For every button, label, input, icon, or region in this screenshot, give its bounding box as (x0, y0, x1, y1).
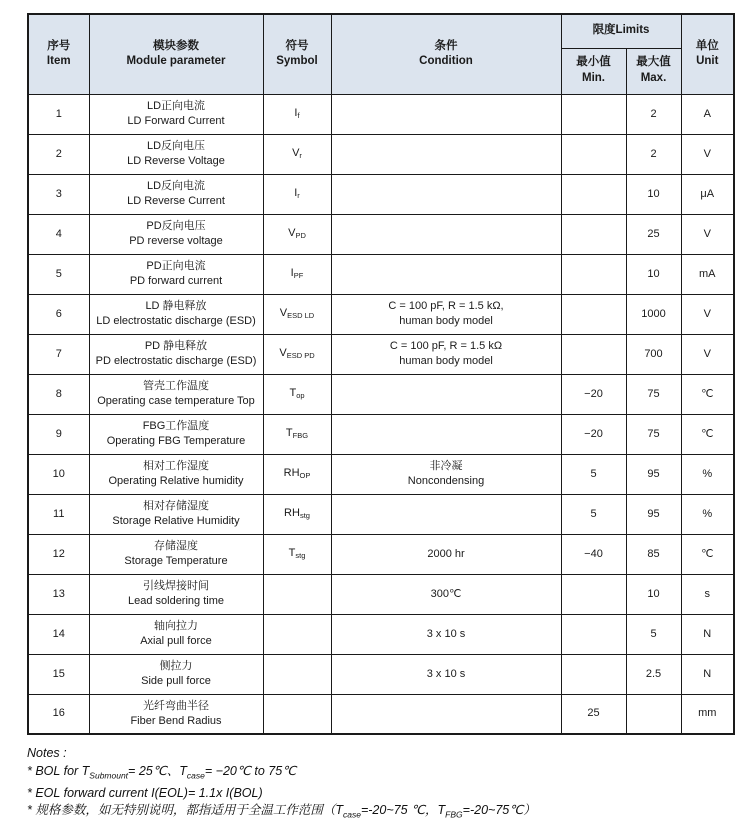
cell-max-value: 85 (626, 534, 681, 574)
parameter-name-en: Side pull force (92, 674, 261, 689)
cell-symbol (263, 174, 331, 214)
symbol-base: T (286, 427, 293, 439)
parameter-name-en: Operating FBG Temperature (92, 434, 261, 449)
cell-condition (331, 694, 561, 734)
cell-min-value (561, 294, 626, 334)
cell-max-value: 75 (626, 414, 681, 454)
note-line: * BOL for $T_{Submount}=$ 25℃、$T_{case}=$ −20℃ to 75℃ (27, 763, 733, 785)
cell-min-value (561, 334, 626, 374)
header-symbol-en: Symbol (266, 54, 329, 70)
cell-module-parameter (89, 414, 263, 454)
cell-max-value: 95 (626, 494, 681, 534)
symbol-subscript: ESD PD (287, 351, 315, 360)
cell-unit: V (681, 334, 734, 374)
cell-max-value: 1000 (626, 294, 681, 334)
header-condition-zh: 条件 (334, 39, 559, 55)
cell-item-number: 4 (28, 214, 89, 254)
header-module-parameter (89, 14, 263, 94)
symbol-base: T (289, 547, 296, 559)
table-row (28, 454, 734, 494)
table-row (28, 254, 734, 294)
cell-unit: N (681, 614, 734, 654)
cell-module-parameter (89, 254, 263, 294)
table-row (28, 94, 734, 134)
symbol-base: V (288, 227, 295, 239)
header-condition (331, 14, 561, 94)
cell-max-value: 10 (626, 574, 681, 614)
header-min-en: Min. (564, 71, 624, 87)
cell-max-value: 700 (626, 334, 681, 374)
condition-line: 2000 hr (334, 547, 559, 562)
parameter-name-zh: 轴向拉力 (92, 619, 261, 634)
notes-title: Notes : (27, 745, 733, 763)
symbol-subscript: stg (295, 551, 305, 560)
parameter-name-zh: PD正向电流 (92, 259, 261, 274)
cell-module-parameter (89, 654, 263, 694)
cell-condition (331, 294, 561, 334)
condition-line: human body model (334, 354, 559, 369)
cell-module-parameter (89, 334, 263, 374)
parameter-name-zh: LD反向电流 (92, 179, 261, 194)
header-symbol (263, 14, 331, 94)
cell-max-value: 5 (626, 614, 681, 654)
note-line: * EOL forward current I(EOL)= 1.1x I(BOL) (27, 785, 733, 803)
cell-min-value: 5 (561, 454, 626, 494)
cell-symbol (263, 574, 331, 614)
header-min (561, 48, 626, 94)
header-unit-zh: 单位 (684, 39, 732, 55)
parameter-name-zh: FBG工作温度 (92, 419, 261, 434)
condition-line: 3 x 10 s (334, 627, 559, 642)
cell-unit: ℃ (681, 534, 734, 574)
cell-item-number: 9 (28, 414, 89, 454)
parameter-name-en: LD Reverse Current (92, 194, 261, 209)
cell-min-value: 25 (561, 694, 626, 734)
header-unit (681, 14, 734, 94)
cell-module-parameter (89, 374, 263, 414)
table-row (28, 174, 734, 214)
parameter-name-en: LD Forward Current (92, 114, 261, 129)
cell-condition (331, 614, 561, 654)
header-unit-en: Unit (684, 54, 732, 70)
symbol-base: RH (284, 507, 300, 519)
cell-item-number: 8 (28, 374, 89, 414)
table-row (28, 694, 734, 734)
table-row (28, 134, 734, 174)
condition-line: Noncondensing (334, 474, 559, 489)
cell-condition (331, 374, 561, 414)
cell-condition (331, 494, 561, 534)
cell-item-number: 13 (28, 574, 89, 614)
table-row (28, 214, 734, 254)
cell-condition (331, 214, 561, 254)
cell-symbol (263, 254, 331, 294)
cell-max-value: 25 (626, 214, 681, 254)
notes-section (27, 745, 733, 824)
parameter-name-en: PD forward current (92, 274, 261, 289)
table-row (28, 334, 734, 374)
cell-symbol (263, 454, 331, 494)
cell-module-parameter (89, 614, 263, 654)
symbol-base: RH (284, 467, 300, 479)
header-condition-en: Condition (334, 54, 559, 70)
cell-module-parameter (89, 134, 263, 174)
absolute-maximum-ratings-table (27, 13, 735, 735)
parameter-name-en: Operating case temperature Top (92, 394, 261, 409)
cell-item-number: 2 (28, 134, 89, 174)
symbol-base: I (291, 267, 294, 279)
symbol-subscript: f (297, 111, 299, 120)
symbol-subscript: stg (300, 511, 310, 520)
symbol-base: I (294, 187, 297, 199)
cell-condition (331, 334, 561, 374)
cell-module-parameter (89, 574, 263, 614)
cell-item-number: 10 (28, 454, 89, 494)
symbol-subscript: OP (300, 471, 311, 480)
cell-max-value: 2.5 (626, 654, 681, 694)
parameter-name-zh: 相对工作湿度 (92, 459, 261, 474)
cell-module-parameter (89, 94, 263, 134)
cell-min-value (561, 574, 626, 614)
cell-condition (331, 94, 561, 134)
cell-item-number: 7 (28, 334, 89, 374)
condition-line: 非冷凝 (334, 459, 559, 474)
cell-max-value: 75 (626, 374, 681, 414)
table-header (28, 14, 734, 94)
table-body (28, 94, 734, 734)
cell-unit: V (681, 214, 734, 254)
cell-symbol (263, 334, 331, 374)
parameter-name-zh: PD反向电压 (92, 219, 261, 234)
symbol-base: V (280, 307, 287, 319)
cell-min-value (561, 94, 626, 134)
symbol-subscript: r (297, 191, 300, 200)
symbol-subscript: r (299, 151, 302, 160)
condition-line: 300℃ (334, 587, 559, 602)
cell-unit: mA (681, 254, 734, 294)
cell-min-value (561, 214, 626, 254)
parameter-name-zh: 管壳工作温度 (92, 379, 261, 394)
cell-condition (331, 134, 561, 174)
cell-module-parameter (89, 694, 263, 734)
table-row (28, 294, 734, 334)
symbol-base: I (294, 107, 297, 119)
cell-unit: ℃ (681, 414, 734, 454)
symbol-subscript: FBG (293, 431, 308, 440)
cell-module-parameter (89, 294, 263, 334)
cell-symbol (263, 94, 331, 134)
parameter-name-en: Axial pull force (92, 634, 261, 649)
cell-condition (331, 254, 561, 294)
cell-max-value: 10 (626, 254, 681, 294)
cell-condition (331, 574, 561, 614)
cell-symbol (263, 534, 331, 574)
cell-condition (331, 454, 561, 494)
header-limits: 限度Limits (561, 14, 681, 48)
parameter-name-en: Storage Temperature (92, 554, 261, 569)
header-item (28, 14, 89, 94)
cell-min-value (561, 654, 626, 694)
parameter-name-en: LD electrostatic discharge (ESD) (92, 314, 261, 329)
symbol-base: V (279, 347, 286, 359)
parameter-name-zh: PD 静电释放 (92, 339, 261, 354)
cell-module-parameter (89, 534, 263, 574)
condition-line: 3 x 10 s (334, 667, 559, 682)
cell-unit: mm (681, 694, 734, 734)
cell-item-number: 11 (28, 494, 89, 534)
notes-lines (27, 763, 733, 824)
parameter-name-en: Fiber Bend Radius (92, 714, 261, 729)
cell-unit: μA (681, 174, 734, 214)
cell-item-number: 6 (28, 294, 89, 334)
cell-symbol (263, 694, 331, 734)
parameter-name-en: Operating Relative humidity (92, 474, 261, 489)
cell-min-value: −20 (561, 374, 626, 414)
header-item-zh: 序号 (31, 39, 87, 55)
cell-item-number: 1 (28, 94, 89, 134)
cell-item-number: 12 (28, 534, 89, 574)
cell-min-value (561, 614, 626, 654)
parameter-name-zh: LD正向电流 (92, 99, 261, 114)
cell-unit: % (681, 454, 734, 494)
cell-item-number: 14 (28, 614, 89, 654)
cell-module-parameter (89, 174, 263, 214)
header-item-en: Item (31, 54, 87, 70)
header-max-en: Max. (629, 71, 679, 87)
cell-unit: s (681, 574, 734, 614)
parameter-name-en: Lead soldering time (92, 594, 261, 609)
symbol-subscript: PD (295, 231, 305, 240)
table-row (28, 534, 734, 574)
symbol-subscript: ESD LD (287, 311, 314, 320)
cell-item-number: 3 (28, 174, 89, 214)
cell-item-number: 15 (28, 654, 89, 694)
table-row (28, 574, 734, 614)
symbol-subscript: op (296, 391, 304, 400)
parameter-name-zh: 引线焊接时间 (92, 579, 261, 594)
cell-min-value (561, 174, 626, 214)
table-row (28, 614, 734, 654)
parameter-name-en: PD reverse voltage (92, 234, 261, 249)
cell-min-value (561, 254, 626, 294)
header-symbol-zh: 符号 (266, 39, 329, 55)
header-max-zh: 最大值 (629, 55, 679, 71)
cell-symbol (263, 294, 331, 334)
cell-symbol (263, 414, 331, 454)
table-row (28, 414, 734, 454)
cell-max-value: 2 (626, 94, 681, 134)
cell-module-parameter (89, 214, 263, 254)
parameter-name-zh: LD 静电释放 (92, 299, 261, 314)
parameter-name-zh: 相对存储湿度 (92, 499, 261, 514)
cell-symbol (263, 654, 331, 694)
parameter-name-en: Storage Relative Humidity (92, 514, 261, 529)
header-max (626, 48, 681, 94)
symbol-base: V (292, 147, 299, 159)
cell-condition (331, 174, 561, 214)
cell-item-number: 5 (28, 254, 89, 294)
condition-line: human body model (334, 314, 559, 329)
symbol-base: T (289, 387, 296, 399)
parameter-name-zh: 存储湿度 (92, 539, 261, 554)
header-module-parameter-zh: 模块参数 (92, 39, 261, 55)
cell-unit: ℃ (681, 374, 734, 414)
parameter-name-en: PD electrostatic discharge (ESD) (92, 354, 261, 369)
cell-condition (331, 414, 561, 454)
cell-condition (331, 534, 561, 574)
cell-unit: V (681, 134, 734, 174)
cell-max-value: 95 (626, 454, 681, 494)
cell-max-value (626, 694, 681, 734)
parameter-name-zh: 侧拉力 (92, 659, 261, 674)
table-row (28, 654, 734, 694)
cell-min-value (561, 134, 626, 174)
condition-line: C = 100 pF, R = 1.5 kΩ (334, 339, 559, 354)
note-line: * 规格参数，如无特别说明，都指适用于全温工作范围（$T_{case}=-20\sim 75$ ℃，$T_{FBG}=-20\sim 75℃$） (27, 802, 733, 824)
cell-module-parameter (89, 454, 263, 494)
cell-module-parameter (89, 494, 263, 534)
cell-condition (331, 654, 561, 694)
parameter-name-en: LD Reverse Voltage (92, 154, 261, 169)
cell-unit: N (681, 654, 734, 694)
cell-min-value: −20 (561, 414, 626, 454)
cell-max-value: 2 (626, 134, 681, 174)
header-module-parameter-en: Module parameter (92, 54, 261, 70)
parameter-name-zh: LD反向电压 (92, 139, 261, 154)
cell-min-value: −40 (561, 534, 626, 574)
cell-symbol (263, 614, 331, 654)
cell-symbol (263, 374, 331, 414)
cell-min-value: 5 (561, 494, 626, 534)
cell-symbol (263, 134, 331, 174)
cell-unit: V (681, 294, 734, 334)
table-row (28, 494, 734, 534)
cell-symbol (263, 494, 331, 534)
cell-unit: % (681, 494, 734, 534)
condition-line: C = 100 pF, R = 1.5 kΩ, (334, 299, 559, 314)
symbol-subscript: PF (294, 271, 304, 280)
cell-unit: A (681, 94, 734, 134)
cell-symbol (263, 214, 331, 254)
cell-max-value: 10 (626, 174, 681, 214)
parameter-name-zh: 光纤弯曲半径 (92, 699, 261, 714)
cell-item-number: 16 (28, 694, 89, 734)
table-row (28, 374, 734, 414)
header-min-zh: 最小值 (564, 55, 624, 71)
